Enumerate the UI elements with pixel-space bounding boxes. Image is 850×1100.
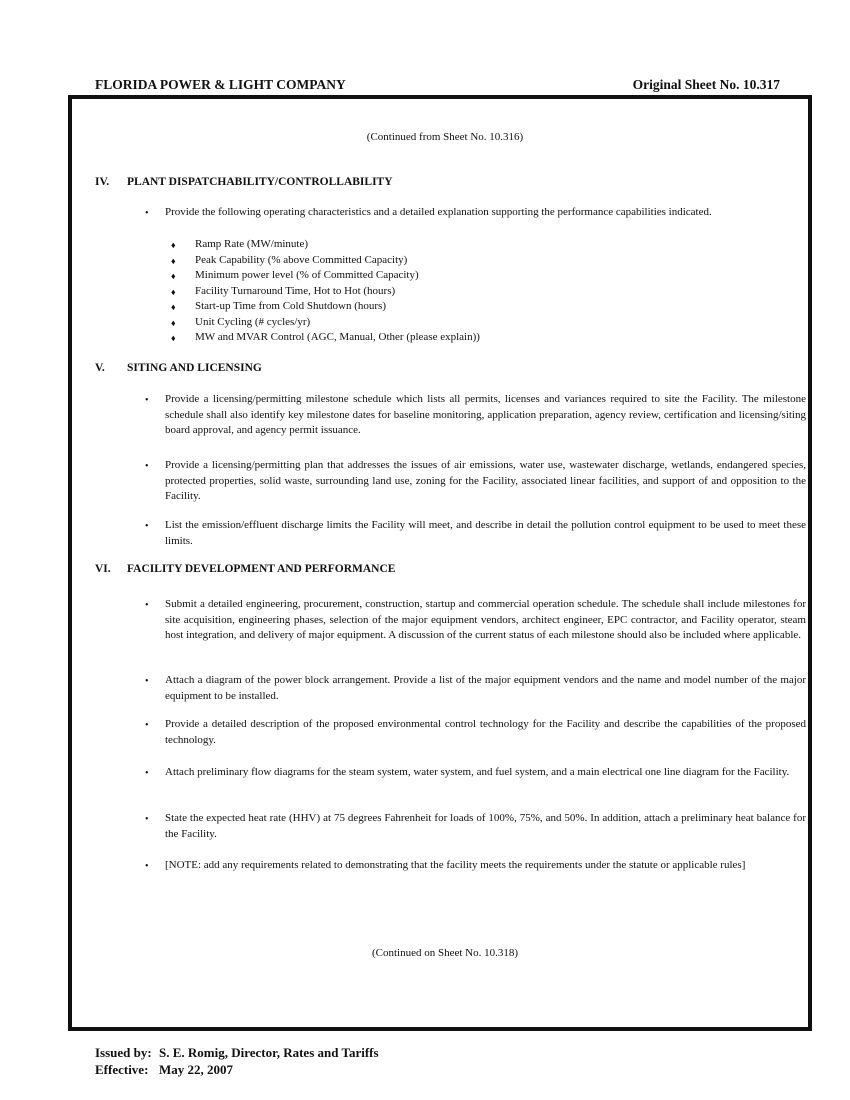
list-item: Minimum power level (% of Committed Capacity) — [195, 269, 419, 281]
paragraph: Attach a diagram of the power block arrangement. Provide a list of the major equipment vendors and the name and model number of the major equipment to be installed. — [165, 674, 806, 702]
bullet-icon: • — [145, 395, 149, 406]
list-item: Peak Capability (% above Committed Capacity) — [195, 253, 408, 266]
effective-label: Effective: — [95, 1062, 149, 1077]
paragraph: Provide the following operating characteristics and a detailed explanation supporting the performance capabilities indicated. — [165, 206, 712, 218]
section-number: V. — [95, 362, 105, 374]
bullet-icon: • — [145, 521, 149, 532]
paragraph: Provide a licensing/permitting plan that addresses the issues of air emissions, water use, wastewater discharge, wetlands, endangered species, protected properties, solid waste, surrounding land use, zoning for the Facility, associated linear facilities, and support of and opposition to the Facility. — [165, 459, 806, 502]
diamond-bullet-icon: ♦ — [171, 240, 176, 250]
section-title: FACILITY DEVELOPMENT AND PERFORMANCE — [127, 563, 396, 575]
issued-by-label: Issued by: — [95, 1045, 152, 1060]
bullet-icon: • — [145, 676, 149, 687]
paragraph: List the emission/effluent discharge limits the Facility will meet, and describe in detail the pollution control equipment to be used to meet these limits. — [165, 519, 806, 547]
list-item: Start-up Time from Cold Shutdown (hours) — [195, 300, 386, 312]
issued-by — [95, 1044, 379, 1061]
diamond-bullet-icon: ♦ — [171, 317, 176, 328]
bullet-icon: • — [145, 814, 149, 825]
section-title: SITING AND LICENSING — [127, 362, 262, 374]
list-item: Unit Cycling (# cycles/yr) — [195, 315, 311, 328]
paragraph: Attach preliminary flow diagrams for the steam system, water system, and fuel system, and a main electrical one line diagram for the Facility. — [165, 766, 790, 778]
paragraph: State the expected heat rate (HHV) at 75 degrees Fahrenheit for loads of 100%, 75%, and 50%. In addition, attach a preliminary heat balance for the Facility. — [165, 812, 806, 840]
section-title: PLANT DISPATCHABILITY/CONTROLLABILITY — [127, 176, 393, 188]
bullet-icon: • — [145, 861, 149, 872]
list-item: MW and MVAR Control (AGC, Manual, Other (please explain)) — [195, 331, 480, 343]
section-number: VI. — [95, 563, 111, 575]
section-heading-iv — [95, 176, 393, 188]
section-heading-vi — [95, 563, 395, 575]
company-name: FLORIDA POWER & LIGHT COMPANY — [95, 77, 346, 92]
section-number: IV. — [95, 176, 110, 188]
effective-value: May 22, 2007 — [159, 1062, 234, 1077]
paragraph: Submit a detailed engineering, procurement, construction, startup and commercial operation schedule. The schedule shall include milestones for site acquisition, engineering phases, selection of the major equipment vendors, architect engineer, EPC contractor, and Facility operator, steam host integration, and delivery of major equipment. A discussion of the current status of each milestone should also be included where applicable. — [165, 598, 806, 641]
list-item: Ramp Rate (MW/minute) — [195, 238, 309, 250]
paragraph: Provide a detailed description of the proposed environmental control technology for the Facility and describe the capabilities of the proposed technology. — [165, 718, 806, 746]
paragraph: [NOTE: add any requirements related to demonstrating that the facility meets the requirements under the statute or applicable rules] — [165, 859, 746, 871]
section-heading-v — [95, 362, 262, 374]
bullet-icon: • — [145, 461, 149, 472]
bullet-icon: • — [145, 720, 149, 731]
bullet-icon: • — [145, 600, 149, 611]
bullet-icon: • — [145, 208, 149, 219]
sheet-number: Original Sheet No. 10.317 — [632, 77, 780, 92]
continued-on-note: (Continued on Sheet No. 10.318) — [371, 947, 519, 959]
diamond-bullet-icon: ♦ — [171, 255, 176, 266]
bullet-icon: • — [145, 768, 149, 779]
issued-by-value: S. E. Romig, Director, Rates and Tariffs — [159, 1045, 379, 1060]
continued-from-note: (Continued from Sheet No. 10.316) — [366, 131, 524, 143]
list-item: Facility Turnaround Time, Hot to Hot (hours) — [195, 284, 396, 297]
effective-date — [95, 1061, 233, 1078]
diamond-bullet-icon: ♦ — [171, 302, 176, 312]
paragraph: Provide a licensing/permitting milestone schedule which lists all permits, licenses and variances required to site the Facility. The milestone schedule shall also identify key milestone dates for baseline monitoring, application preparation, agency review, certification and licensing/siting board approval, and agency permit issuance. — [165, 393, 806, 436]
diamond-bullet-icon: ♦ — [171, 286, 176, 297]
diamond-bullet-icon: ♦ — [171, 271, 176, 281]
diamond-bullet-icon: ♦ — [171, 333, 176, 343]
